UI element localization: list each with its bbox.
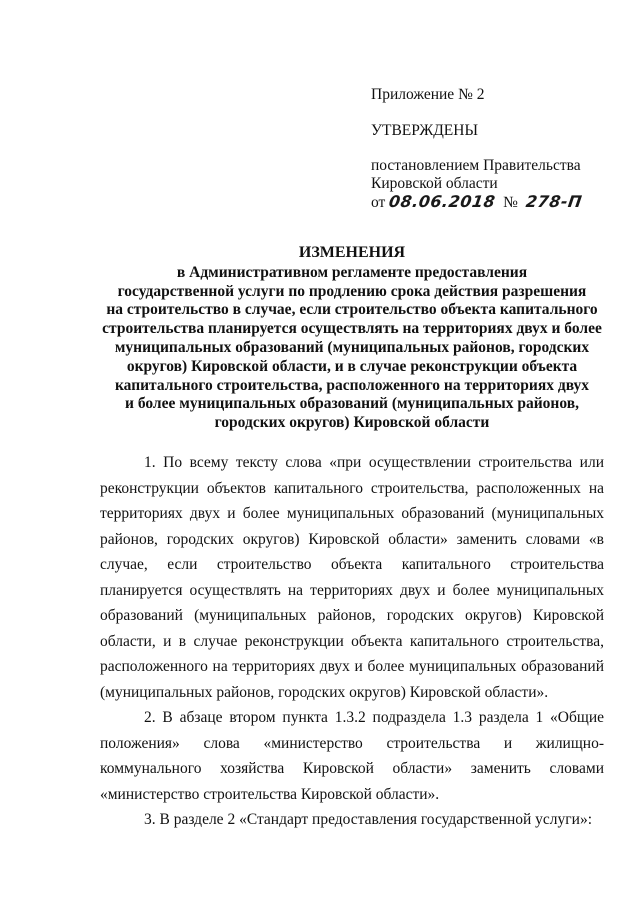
paragraph-1: 1. По всему тексту слова «при осуществлении строительства или реконструкции объектов капитального строительства, расположенных на территориях двух и более муниципальных образований (муниципальных районов, городских округов) Кировской области» заменить словами «в случае, если строительство объекта капитального строительства планируется осуществлять на территориях двух и более муниципальных образований (муниципальных районов, городских округов) Кировской области, и в случае реконструкции объекта капитального строительства, расположенного на территориях двух и более муниципальных образований (муниципальных районов, городских округов) Кировской области». [100,454,604,701]
title-line: строительства планируется осуществлять на территориях двух и более [102,320,602,338]
number-prefix: № [503,194,518,211]
date-prefix: от [371,194,386,211]
paragraph-2: 2. В абзаце втором пункта 1.3.2 подраздела 1.3 раздела 1 «Общие положения» слова «министерство строительства и жилищно-коммунального хозяйства Кировской области» заменить словами «министерство строительства Кировской области». [100,709,604,803]
handwritten-number: 278-П [524,192,584,211]
title-line: государственной услуги по продлению срока действия разрешения [117,282,587,300]
title-line: и более муниципальных образований (муниципальных районов, [125,395,579,413]
title-line: округов) Кировской области, и в случае реконструкции объекта [126,357,578,375]
resolution-line-1: постановлением Правительства [371,157,581,174]
title-line: в Административном регламенте предоставления [176,263,528,281]
document-title [100,244,604,433]
annex-number: Приложение № 2 [371,86,485,103]
resolution-date-line [371,193,621,212]
annex-block [371,86,621,212]
paragraph-3: 3. В разделе 2 «Стандарт предоставления государственной услуги»: [144,811,593,828]
document-body [100,450,604,833]
resolution-line-2: Кировской области [371,175,498,192]
approved-label: УТВЕРЖДЕНЫ [371,122,478,139]
title-line: на строительство в случае, если строительство объекта капитального [106,301,598,319]
title-line: муниципальных образований (муниципальных районов, городских [114,338,590,356]
title-main: ИЗМЕНЕНИЯ [298,244,406,261]
title-line: капитального строительства, расположенного на территориях двух [114,376,590,394]
handwritten-date: 08.06.2018 [387,192,497,211]
title-line: городских округов) Кировской области [214,414,490,432]
